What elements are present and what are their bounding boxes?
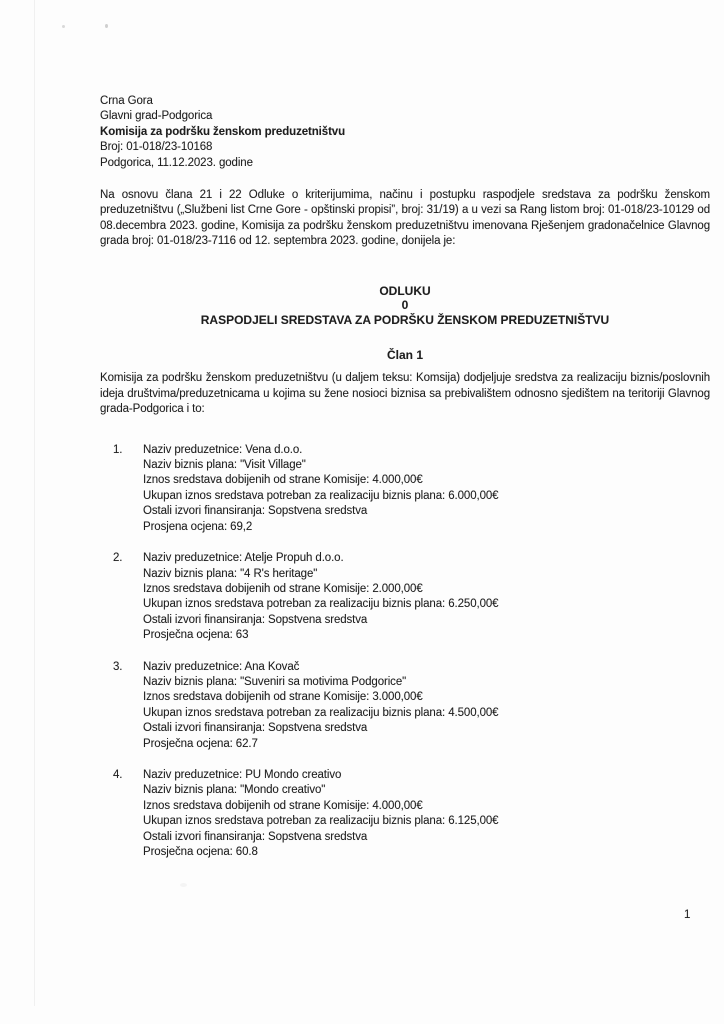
entry-entrepreneur-name: Naziv preduzetnice: PU Mondo creativo [143,768,342,781]
entry-number: 2. [113,552,123,565]
article-1-heading: Član 1 [386,348,423,363]
entry-total-amount: Ukupan iznos sredstava potreban za realizaciju biznis plana: 6.250,00€ [143,598,499,611]
entry-item-4 [113,768,710,860]
entry-average-score: Prosječna ocjena: 62.7 [143,737,258,750]
document-content [100,0,710,876]
entry-number: 4. [113,768,123,781]
entry-business-plan-name: Naziv biznis plana: "Visit Village" [143,459,306,472]
decision-title [100,284,710,328]
entry-awarded-amount: Iznos sredstava dobijenih od strane Komisije: 4.000,00€ [143,474,423,487]
decision-title-line-1: ODLUKU [379,283,431,298]
entry-awarded-amount: Iznos sredstava dobijenih od strane Komisije: 4.000,00€ [143,799,423,812]
entry-business-plan-name: Naziv biznis plana: "4 R's heritage" [143,567,318,580]
scan-smudge-artifact [180,883,187,887]
entry-other-funding: Ostali izvori finansiranja: Sopstvena sredstva [143,613,368,626]
entry-number: 1. [113,443,123,456]
entry-average-score: Prosječna ocjena: 60.8 [143,846,258,859]
scan-edge-artifact [34,0,35,1006]
entry-awarded-amount: Iznos sredstava dobijenih od strane Komisije: 3.000,00€ [143,691,423,704]
letterhead [100,94,710,171]
entry-business-plan-name: Naziv biznis plana: "Mondo creativo" [143,784,326,797]
entry-total-amount: Ukupan iznos sredstava potreban za realizaciju biznis plana: 6.000,00€ [143,489,499,502]
preamble-paragraph: Na osnovu člana 21 i 22 Odluke o kriterijumima, načinu i postupku raspodjele sredstava za podršku ženskom preduzetništvu („Službeni list Crne Gore - opštinski propisi”, broj: 31/19) a u vezi sa Rang listom broj: 01-018/23-10129 od 08.decembra 2023. godine, Komisija za podršku ženskom preduzetništvu imenovana Rješenjem gradonačelnice Glavnog grada broj: 01-018/23-7116 od 12. septembra 2023. godine, donijela je: [100,189,710,248]
letterhead-place-date: Podgorica, 11.12.2023. godine [100,156,253,169]
article-1-paragraph: Komisija za podršku ženskom preduzetništvu (u daljem teksu: Komsija) dodjeljuje sredstva za realizaciju biznis/poslovnih ideja društvima/preduzetnicama u kojima su žene nosioci biznisa sa prebivalištem odnosno sjedištem na teritoriji Glavnog grada-Podgorica i to: [100,372,710,416]
entry-details [143,443,498,535]
entry-entrepreneur-name: Naziv preduzetnice: Atelje Propuh d.o.o. [143,552,344,565]
entry-item-1 [113,443,710,535]
entry-average-score: Prosjena ocjena: 69,2 [143,520,253,533]
letterhead-doc-number: Broj: 01-018/23-10168 [100,141,213,154]
entry-other-funding: Ostali izvori finansiranja: Sopstvena sredstva [143,722,368,735]
entry-details [143,660,498,752]
entry-details [143,768,498,860]
entry-item-3 [113,660,710,752]
entry-business-plan-name: Naziv biznis plana: "Suveniri sa motivima Podgorice" [143,675,407,688]
entry-entrepreneur-name: Naziv preduzetnice: Ana Kovač [143,660,300,673]
entry-average-score: Prosječna ocjena: 63 [143,629,249,642]
letterhead-country: Crna Gora [100,95,153,107]
scan-dot-artifact [62,25,65,28]
decision-title-line-2: 0 [401,298,409,313]
page-number: 1 [684,909,691,921]
entry-total-amount: Ukupan iznos sredstava potreban za realizaciju biznis plana: 6.125,00€ [143,815,499,828]
entry-other-funding: Ostali izvori finansiranja: Sopstvena sredstva [143,830,368,843]
letterhead-commission: Komisija za podršku ženskom preduzetništvu [100,125,346,138]
entry-awarded-amount: Iznos sredstava dobijenih od strane Komisije: 2.000,00€ [143,582,423,595]
entry-number: 3. [113,660,123,673]
entry-total-amount: Ukupan iznos sredstava potreban za realizaciju biznis plana: 4.500,00€ [143,706,499,719]
decision-title-line-3: RASPODJELI SREDSTAVA ZA PODRŠKU ŽENSKOM PREDUZETNIŠTVU [200,313,610,328]
entry-list [100,443,710,861]
entry-other-funding: Ostali izvori finansiranja: Sopstvena sredstva [143,505,368,518]
entry-item-2 [113,551,710,643]
entry-entrepreneur-name: Naziv preduzetnice: Vena d.o.o. [143,443,303,456]
entry-details [143,551,498,643]
letterhead-city: Glavni grad-Podgorica [100,110,213,123]
